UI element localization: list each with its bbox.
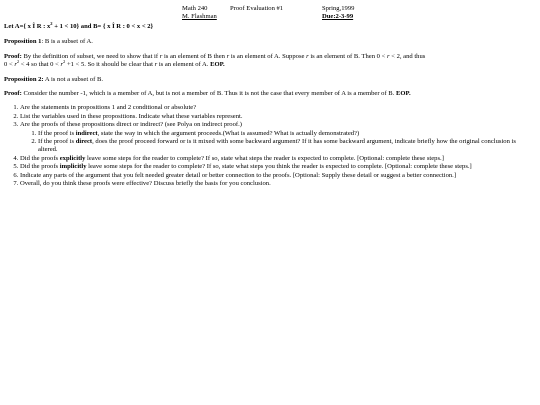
- document-body: [4, 20, 532, 189]
- question-3-2: 2. If the proof is direct, does the proof proceed forward or is it mixed with some backward argument? If it has some backward argument, indicate briefly how the original conclusion is altered.: [38, 138, 532, 155]
- question-3-sublist: [20, 130, 532, 155]
- question-7: 7. Overall, do you think these proofs were effective? Discuss briefly the basis for you conclusion.: [20, 180, 532, 188]
- question-3: 3. Are the proofs of these propositions direct or indirect? (see Polya on indirect proof.) 1. If the proof is indirect, state the way in which the argument proceeds.(What is assumed? What is actually demonstrated?) 2. If the proof is direct, does the proof proceed forward or is it mixed with some backward argument? If it has some backward argument, indicate briefly how the original conclusion is altered.: [20, 121, 532, 155]
- proposition-2: Proposition 2: A is not a subset of B.: [4, 75, 103, 83]
- due-date: Due:2-3-99: [322, 13, 354, 21]
- question-4: 4. Did the proofs explicitly leave some steps for the reader to complete? If so, state what steps the reader is expected to complete. [Optional: complete these steps.]: [20, 155, 532, 163]
- proof-1: Proof: By the definition of subset, we need to show that if r is an element of B then r is an element of A. Suppose r is an element of B. Then 0 < r < 2, and thus $0 < r^2 < 4$ so that $0 < r^2 +1 < 5$. So it should be clear that r is an element of A. EOP.: [4, 52, 426, 69]
- question-5: 5. Did the proofs implicitly leave some steps for the reader to complete? If so, state what steps you think the reader is expected to complete. [Optional: complete these steps.]: [20, 163, 532, 171]
- term: Spring,1999: [322, 5, 355, 12]
- proof-2: Proof: Consider the number -1, which is a member of A, but is not a member of B. Thus it is not the case that every member of A is a member of B. EOP.: [4, 90, 411, 98]
- instructor-name: M. Flashman: [182, 13, 217, 21]
- document-header: [182, 5, 382, 22]
- question-list: [4, 104, 532, 188]
- question-2: 2. List the variables used in these propositions. Indicate what these variables represent.: [20, 113, 532, 121]
- question-3-1: 1. If the proof is indirect, state the way in which the argument proceeds.(What is assumed? What is actually demonstrated?): [38, 130, 532, 138]
- course-name: Math 240: [182, 5, 208, 12]
- proposition-1: Proposition 1: B is a subset of A.: [4, 38, 93, 46]
- question-6: 6. Indicate any parts of the argument that you felt needed greater detail or better connection to the proofs. [Optional: Supply these detail or suggest a better connection.]: [20, 172, 532, 180]
- assignment-title: Proof Evaluation #1: [230, 5, 284, 12]
- set-definitions: Let A={ x Î R : $x^2 + 1 < 10$} and B= { x Î R : 0 < x < 2}: [4, 20, 154, 30]
- question-1: 1. Are the statements in propositions 1 and 2 conditional or absolute?: [20, 104, 532, 112]
